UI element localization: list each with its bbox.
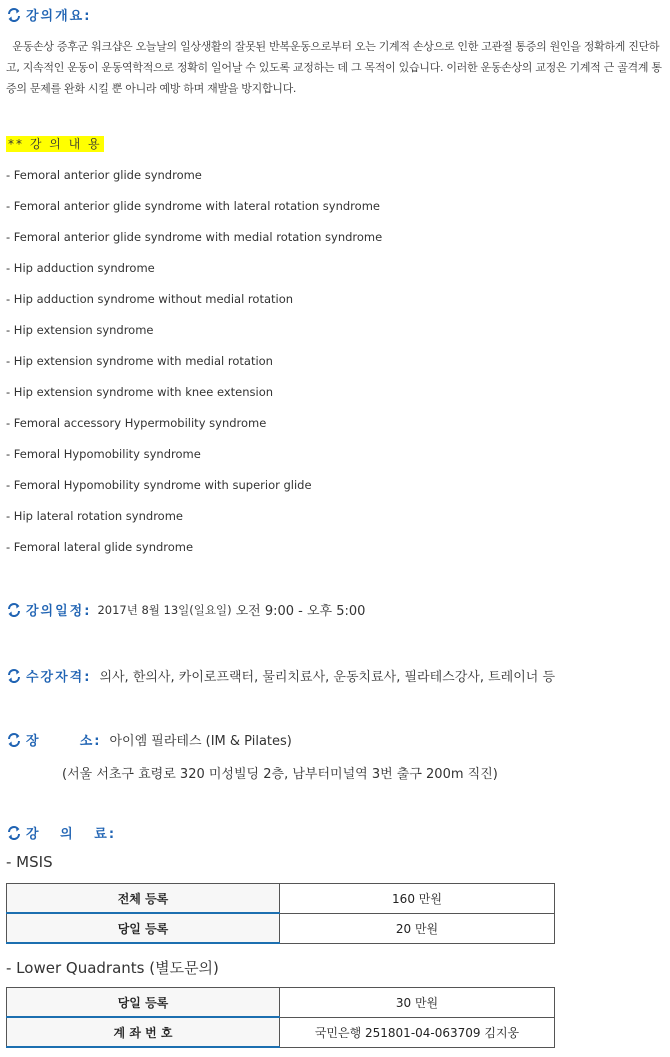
list-item: - Femoral lateral glide syndrome (6, 540, 194, 554)
table-row (7, 913, 555, 943)
account-value-cell: 국민은행 251801-04-063709 김지웅 (280, 1017, 555, 1047)
fee-value-cell: 20 만원 (280, 913, 555, 943)
refresh-arrows-icon (6, 732, 22, 748)
overview-text: 운동손상 증후군 워크샵은 오늘날의 일상생활의 잘못된 반복운동으로부터 오는 기계적 손상으로 인한 고관절 통증의 원인을 정확하게 진단하고, 지속적인 운동이 운동역학적으로 정확히 일어날 수 있도록 교정하는 데 그 목적이 있습니다. 이러한 운동손상의 교정은 기계적 근 골격계 통증의 문제를 완화 시킬 뿐 아니라 예방 하며 재발을 방지합니다. (6, 40, 662, 95)
schedule-date: 2017년 8월 13일(일요일) (97, 602, 232, 617)
refresh-arrows-icon (6, 7, 22, 23)
list-item: - Femoral anterior glide syndrome with medial rotation syndrome (6, 230, 383, 244)
account-label-cell: 계 좌 번 호 (7, 1017, 280, 1047)
table-row (7, 1017, 555, 1047)
list-item: - Hip adduction syndrome (6, 261, 155, 275)
list-item: - Hip lateral rotation syndrome (6, 509, 183, 523)
list-item: - Femoral Hypomobility syndrome (6, 447, 201, 461)
lower-quadrants-label: - Lower Quadrants (별도문의) (6, 959, 219, 977)
location-row (6, 730, 292, 749)
table-row (7, 988, 555, 1018)
refresh-arrows-icon (6, 825, 22, 841)
location-name: 아이엠 필라테스 (IM & Pilates) (109, 734, 292, 749)
overview-header (6, 5, 91, 24)
location-title: 장 소: (26, 734, 102, 749)
refresh-arrows-icon (6, 602, 22, 618)
list-item: - Femoral anterior glide syndrome with lateral rotation syndrome (6, 199, 380, 213)
list-item: - Hip extension syndrome (6, 323, 154, 337)
table-row (7, 884, 555, 914)
fee-label-cell: 전체 등록 (7, 884, 280, 914)
content-heading: ** 강 의 내 용 (8, 137, 102, 151)
msis-fee-table (6, 883, 555, 944)
schedule-row (6, 600, 365, 619)
fee-label-cell: 당일 등록 (7, 988, 280, 1018)
lq-fee-table (6, 987, 555, 1048)
msis-label: - MSIS (6, 853, 53, 871)
fee-label-cell: 당일 등록 (7, 913, 280, 943)
schedule-time: 오전 9:00 - 오후 5:00 (235, 604, 366, 619)
eligibility-row (6, 666, 555, 685)
eligibility-title: 수강자격: (26, 670, 92, 685)
list-item: - Femoral anterior glide syndrome (6, 168, 202, 182)
list-item: - Hip adduction syndrome without medial rotation (6, 292, 294, 306)
fee-header (6, 823, 116, 842)
eligibility-value: 의사, 한의사, 카이로프랙터, 물리치료사, 운동치료사, 필라테스강사, 트레이너 등 (99, 670, 556, 685)
overview-title: 강의개요: (26, 9, 92, 24)
fee-title: 강 의 료: (26, 827, 117, 842)
fee-value-cell: 30 만원 (280, 988, 555, 1018)
list-item: - Hip extension syndrome with medial rotation (6, 354, 273, 368)
refresh-arrows-icon (6, 668, 22, 684)
list-item: - Hip extension syndrome with knee extension (6, 385, 274, 399)
list-item: - Femoral Hypomobility syndrome with superior glide (6, 478, 312, 492)
location-address: (서울 서초구 효령로 320 미성빌딩 2층, 남부터미널역 3번 출구 200m 직진) (62, 767, 498, 782)
fee-value-cell: 160 만원 (280, 884, 555, 914)
schedule-title: 강의일정: (26, 604, 92, 619)
syndrome-list (6, 166, 382, 569)
list-item: - Femoral accessory Hypermobility syndrome (6, 416, 267, 430)
